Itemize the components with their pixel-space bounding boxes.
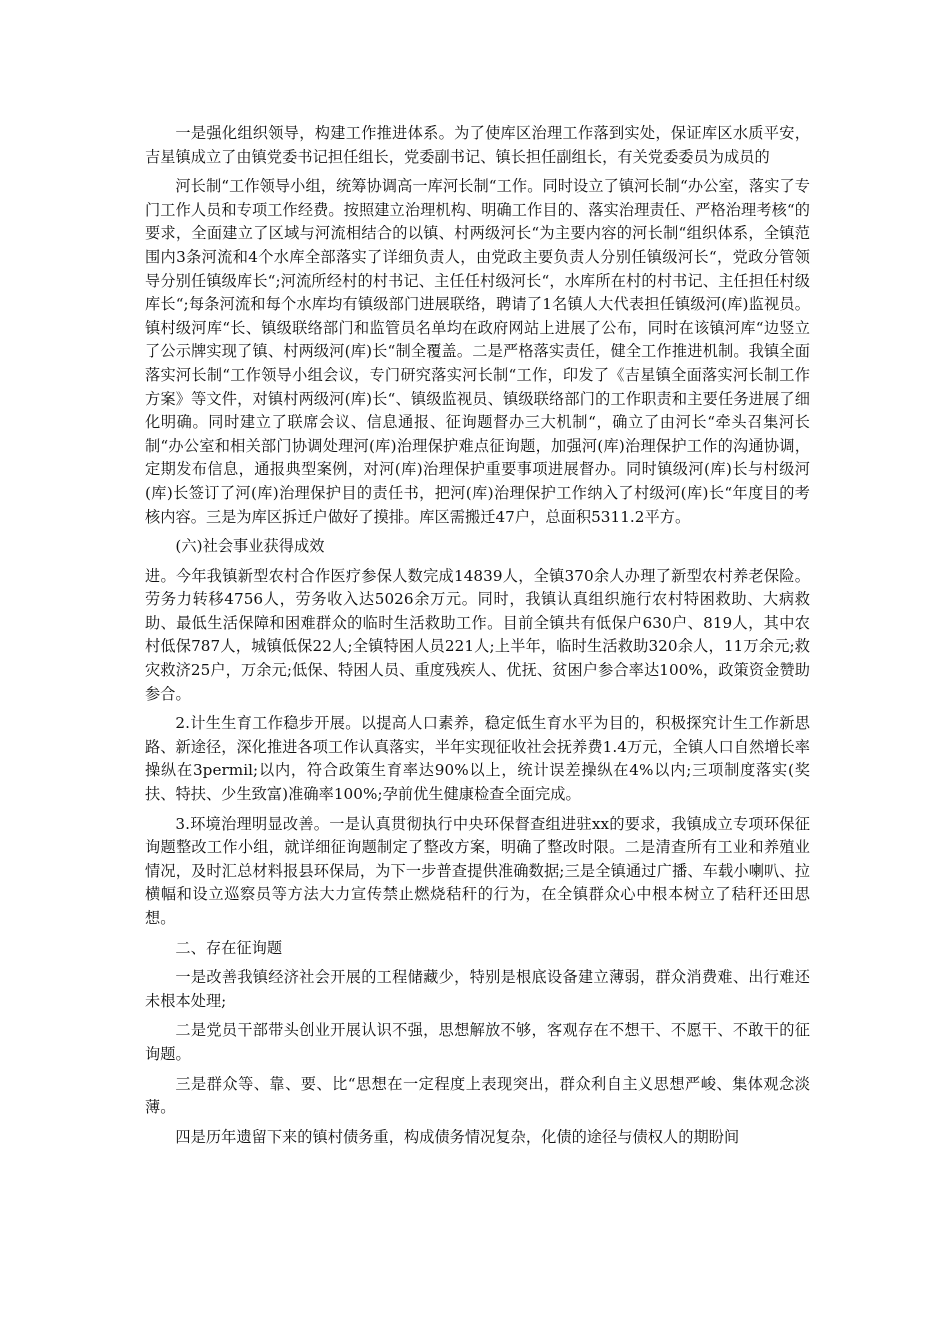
paragraph-family-planning: 2.计生生育工作稳步开展。以提高人口素养，稳定低生育水平为目的，积极探究计生工作新思路、新途径，深化推进各项工作认真落实，半年实现征收社会抚养费1.4万元，全镇人口自然增长率操纵在3permil;以内，符合政策生育率达90%以上，统计误差操纵在4%以内;三项制度落实(奖扶、特扶、少生致富)准确率100%;孕前优生健康检查全面完成。 (145, 714, 810, 804)
paragraph-organization-leadership: 一是强化组织领导，构建工作推进体系。为了使库区治理工作落到实处，保证库区水质平安，吉星镇成立了由镇党委书记担任组长，党委副书记、镇长担任副组长，有关党委委员为成员的 (145, 124, 810, 166)
paragraph-river-chief-system: 河长制“工作领导小组，统筹协调高一库河长制“工作。同时设立了镇河长制“办公室，落实了专门工作人员和专项工作经费。按照建立治理机构、明确工作目的、落实治理责任、严格治理考核“的要求，全面建立了区域与河流相结合的以镇、村两级河长“为主要内容的河长制“组织体系，全镇范围内3条河流和4个水库全部落实了详细负责人，由党政主要负责人分别任镇级河长“，党政分管领导分别任镇级库长“;河流所经村的村书记、主任任村级河长“，水库所在村的村书记、主任担任村级库长“;每条河流和每个水库均有镇级部门进展联络，聘请了1名镇人大代表担任镇级河(库)监视员。镇村级河库“长、镇级联络部门和监管员名单均在政府网站上进展了公布，同时在该镇河库“边竖立了公示牌实现了镇、村两级河(库)长“制全覆盖。二是严格落实责任，健全工作推进机制。我镇全面落实河长制“工作领导小组会议，专门研究落实河长制“工作，印发了《吉星镇全面落实河长制工作方案》等文件，对镇村两级河(库)长“、镇级监视员、镇级联络部门的工作职责和主要任务进展了细化明确。同时建立了联席会议、信息通报、征询题督办三大机制“，确立了由河长“牵头召集河长制“办公室和相关部门协调处理河(库)治理保护难点征询题，加强河(库)治理保护工作的沟通协调，定期发布信息，通报典型案例，对河(库)治理保护重要事项进展督办。同时镇级河(库)长与村级河(库)长签订了河(库)治理保护目的责任书，把河(库)治理保护工作纳入了村级河(库)长“年度目的考核内容。三是为库区拆迁户做好了摸排。库区需搬迁47户，总面积5311.2平方。 (145, 177, 810, 526)
section-heading-social-affairs: (六)社会事业获得成效 (175, 537, 325, 556)
paragraph-problem-1: 一是改善我镇经济社会开展的工程储藏少，特别是根底设备建立薄弱，群众消费难、出行难还未根本处理; (145, 968, 810, 1010)
document-page (145, 122, 810, 1155)
paragraph-social-security: 进。今年我镇新型农村合作医疗参保人数完成14839人，全镇370余人办理了新型农村养老保险。劳务力转移4756人，劳务收入达5026余万元。同时，我镇认真组织施行农村特困救助、大病救助、最低生活保障和困难群众的临时生活救助工作。目前全镇共有低保户630户、819人，其中农村低保787人，城镇低保22人;全镇特困人员221人;上半年，临时生活救助320余人，11万余元;救灾救济25户，万余元;低保、特困人员、重度残疾人、优抚、贫困户参合率达100%，政策资金赞助参合。 (145, 566, 810, 703)
section-heading-problems: 二、存在征询题 (175, 938, 283, 957)
paragraph-problem-3: 三是群众等、靠、要、比“思想在一定程度上表现突出，群众利自主义思想严峻、集体观念淡薄。 (145, 1074, 810, 1117)
paragraph-problem-4: 四是历年遗留下来的镇村债务重，构成债务情况复杂，化债的途径与债权人的期盼间 (175, 1127, 740, 1146)
paragraph-environment: 3.环境治理明显改善。一是认真贯彻执行中央环保督查组进驻xx的要求，我镇成立专项环保征询题整改工作小组，就详细征询题制定了整改方案，明确了整改时限。二是清查所有工业和养殖业情况，及时汇总材料报县环保局，为下一步普查提供准确数据;三是全镇通过广播、车载小喇叭、拉横幅和设立巡察员等方法大力宣传禁止燃烧秸秆的行为，在全镇群众心中根本树立了秸秆还田思想。 (145, 814, 810, 927)
paragraph-problem-2: 二是党员干部带头创业开展认识不强，思想解放不够，客观存在不想干、不愿干、不敢干的征询题。 (145, 1021, 810, 1063)
